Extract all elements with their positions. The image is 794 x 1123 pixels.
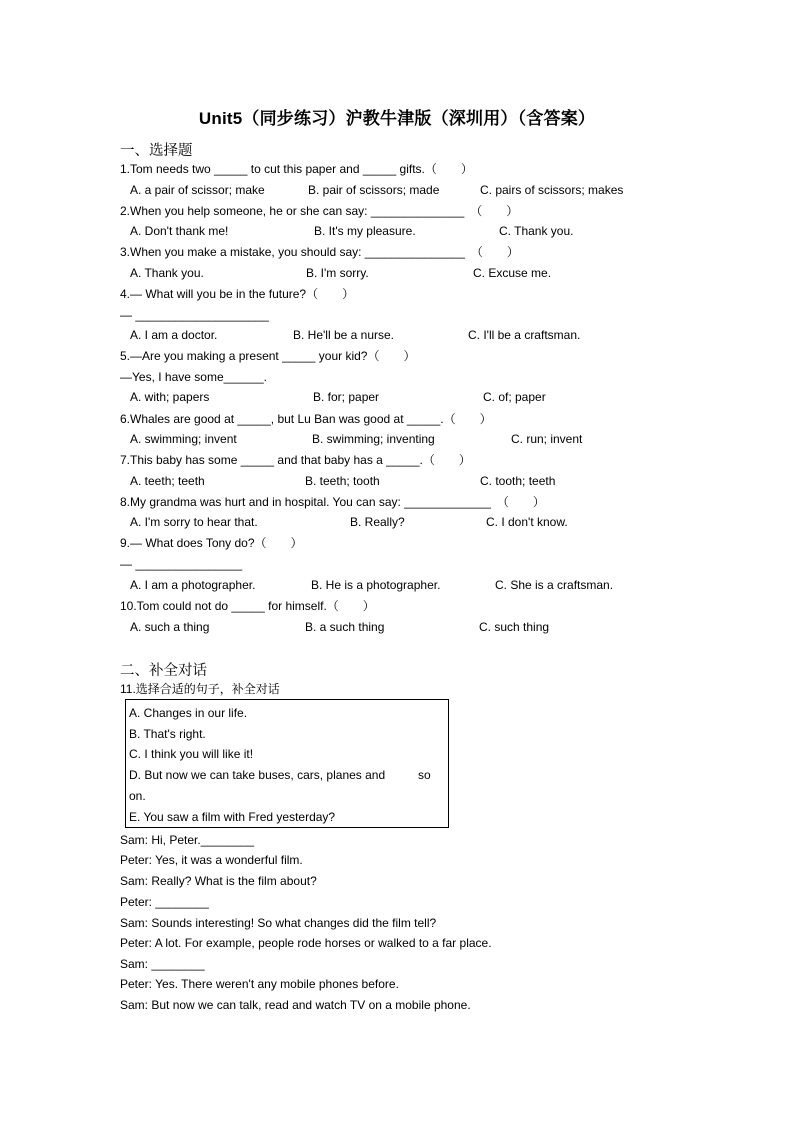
question-6-stem: 6.Whales are good at _____, but Lu Ban was good at _____.（ ）: [120, 412, 492, 426]
question-1-option-a[interactable]: A. a pair of scissor; make: [130, 183, 265, 197]
question-8-option-a[interactable]: A. I'm sorry to hear that.: [130, 515, 258, 529]
question-10-option-a[interactable]: A. such a thing: [130, 620, 210, 634]
question-2-option-b[interactable]: B. It's my pleasure.: [314, 224, 416, 238]
box-option-d-so: so: [418, 768, 431, 782]
question-5-answer-line: —Yes, I have some______.: [120, 370, 267, 384]
question-7-option-b[interactable]: B. teeth; tooth: [305, 474, 380, 488]
question-10-option-b[interactable]: B. a such thing: [305, 620, 385, 634]
question-9-stem: 9.— What does Tony do?（ ）: [120, 536, 303, 550]
question-7-stem: 7.This baby has some _____ and that baby has a _____.（ ）: [120, 453, 471, 467]
question-10-stem: 10.Tom could not do _____ for himself.（ ）: [120, 599, 375, 613]
dialogue-line: Peter: Yes. There weren't any mobile phones before.: [120, 977, 399, 991]
question-4-option-a[interactable]: A. I am a doctor.: [130, 328, 218, 342]
question-9-option-c[interactable]: C. She is a craftsman.: [495, 578, 614, 592]
question-8-option-b[interactable]: B. Really?: [350, 515, 405, 529]
question-3-stem: 3.When you make a mistake, you should say: _______________ （ ）: [120, 245, 519, 259]
question-10-option-c[interactable]: C. such thing: [479, 620, 550, 634]
question-1-stem: 1.Tom needs two _____ to cut this paper and _____ gifts.（ ）: [120, 162, 473, 176]
box-option-d: D. But now we can take buses, cars, planes and: [129, 768, 386, 782]
box-option-a: A. Changes in our life.: [129, 706, 248, 720]
question-9-answer-line: — ________________: [120, 557, 243, 571]
question-4-answer-line: — ____________________: [120, 308, 269, 322]
question-6-option-b[interactable]: B. swimming; inventing: [312, 432, 435, 446]
dialogue-instruction: 11.选择合适的句子，补全对话: [120, 682, 280, 696]
box-option-b: B. That's right.: [129, 727, 206, 741]
options-box: [125, 699, 449, 828]
dialogue-line: Sam: But now we can talk, read and watch TV on a mobile phone.: [120, 998, 471, 1012]
question-6-option-a[interactable]: A. swimming; invent: [130, 432, 237, 446]
question-7-option-c[interactable]: C. tooth; teeth: [480, 474, 556, 488]
question-3-option-b[interactable]: B. I'm sorry.: [306, 266, 369, 280]
page-title: Unit5（同步练习）沪教牛津版（深圳用）（含答案）: [198, 109, 596, 128]
question-1-option-b[interactable]: B. pair of scissors; made: [308, 183, 440, 197]
dialogue-line: Peter: ________: [120, 895, 209, 909]
question-6-option-c[interactable]: C. run; invent: [511, 432, 583, 446]
question-2-option-a[interactable]: A. Don't thank me!: [130, 224, 229, 238]
box-option-d-continued: on.: [129, 789, 146, 803]
dialogue-line: Peter: Yes, it was a wonderful film.: [120, 853, 303, 867]
dialogue-line: Peter: A lot. For example, people rode horses or walked to a far place.: [120, 936, 492, 950]
dialogue-line: Sam: Really? What is the film about?: [120, 874, 317, 888]
question-9-option-a[interactable]: A. I am a photographer.: [130, 578, 256, 592]
question-5-option-b[interactable]: B. for; paper: [313, 390, 380, 404]
question-4-option-b[interactable]: B. He'll be a nurse.: [293, 328, 395, 342]
question-4-option-c[interactable]: C. I'll be a craftsman.: [468, 328, 581, 342]
question-3-option-a[interactable]: A. Thank you.: [130, 266, 204, 280]
question-4-stem: 4.— What will you be in the future?（ ）: [120, 287, 355, 301]
box-option-c: C. I think you will like it!: [129, 747, 254, 761]
question-7-option-a[interactable]: A. teeth; teeth: [130, 474, 205, 488]
section-heading-dialogue: 二、补全对话: [120, 663, 207, 679]
box-option-e: E. You saw a film with Fred yesterday?: [129, 810, 336, 824]
question-5-option-a[interactable]: A. with; papers: [130, 390, 210, 404]
question-1-option-c[interactable]: C. pairs of scissors; makes: [480, 183, 624, 197]
dialogue-line: Sam: Hi, Peter.________: [120, 833, 255, 847]
section-heading-choice: 一、选择题: [120, 143, 193, 159]
question-5-stem: 5.—Are you making a present _____ your kid?（ ）: [120, 349, 416, 363]
question-9-option-b[interactable]: B. He is a photographer.: [311, 578, 441, 592]
question-8-option-c[interactable]: C. I don't know.: [486, 515, 568, 529]
dialogue-line: Sam: Sounds interesting! So what changes did the film tell?: [120, 916, 437, 930]
question-8-stem: 8.My grandma was hurt and in hospital. You can say: _____________ （ ）: [120, 495, 545, 509]
question-5-option-c[interactable]: C. of; paper: [483, 390, 546, 404]
question-3-option-c[interactable]: C. Excuse me.: [473, 266, 552, 280]
question-2-stem: 2.When you help someone, he or she can say: ______________ （ ）: [120, 204, 519, 218]
dialogue-line: Sam: ________: [120, 957, 205, 971]
question-2-option-c[interactable]: C. Thank you.: [499, 224, 574, 238]
